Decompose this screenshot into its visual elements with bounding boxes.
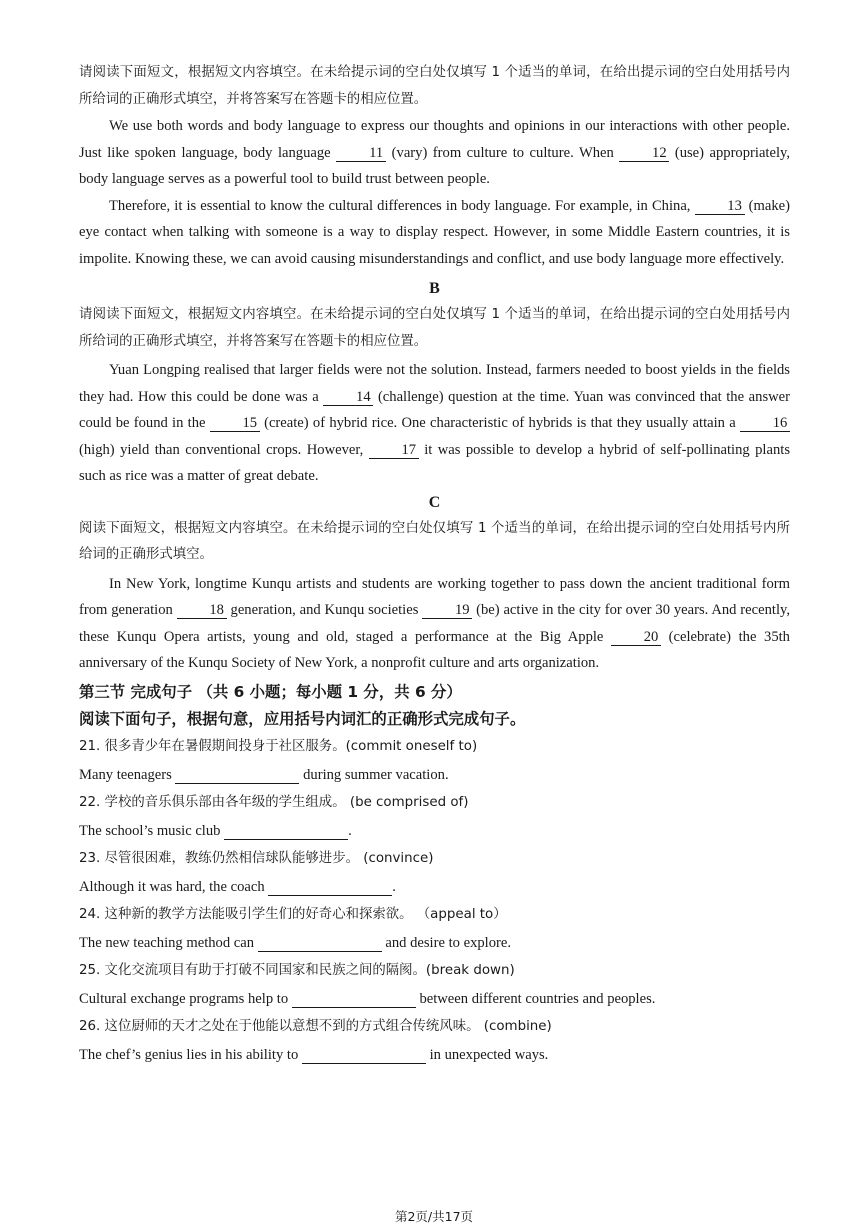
answer-suffix: and desire to explore. (385, 934, 511, 951)
answer-prefix: The school’s music club (79, 822, 221, 839)
text: (vary) from culture to culture. When (391, 144, 614, 161)
blank-14[interactable]: 14 (323, 389, 373, 406)
blank-12[interactable]: 12 (619, 145, 669, 162)
section-3-title: 第三节 完成句子 （共 6 小题；每小题 1 分，共 6 分） (79, 682, 462, 701)
answer-blank-22[interactable] (224, 823, 348, 840)
question-prompt: 26. 这位厨师的天才之处在于他能以意想不到的方式组合传统风味。 (combine) (79, 1018, 552, 1034)
section-a-paragraph-1 (79, 113, 790, 193)
answer-line (79, 929, 790, 957)
text: We use both words and body language to express our thoughts and opinions in our interactions with other people. Just like spoken language, body language (79, 118, 790, 161)
text: (make) eye contact when talking with someone is a way to display respect. However, in some Middle Eastern countries, it is impolite. Knowing these, we can avoid causing misunderstandings and conflict, and use body language more effectively. (79, 197, 790, 267)
answer-line (79, 873, 790, 901)
blank-17[interactable]: 17 (369, 442, 419, 459)
blank-19[interactable]: 19 (422, 602, 472, 619)
section-c-paragraph (79, 571, 790, 677)
text: (celebrate) the 35th anniversary of the Kunqu Society of New York, a nonprofit culture and arts organization. (79, 628, 790, 671)
answer-prefix: Many teenagers (79, 766, 172, 783)
text: (challenge) question at the time. Yuan was convinced that the answer could be found in the (79, 388, 790, 431)
question-prompt: 24. 这种新的教学方法能吸引学生们的好奇心和探索欲。 （appeal to） (79, 906, 507, 922)
text: Yuan Longping realised that larger fields were not the solution. Instead, farmers needed to boost yields in the fields they had. How this could be done was a (79, 362, 790, 405)
question-prompt: 21. 很多青少年在暑假期间投身于社区服务。(commit oneself to) (79, 738, 478, 754)
answer-suffix: . (392, 878, 396, 895)
answer-line (79, 817, 790, 845)
answer-blank-24[interactable] (258, 935, 382, 952)
answer-suffix: in unexpected ways. (429, 1046, 549, 1063)
answer-blank-23[interactable] (268, 879, 392, 896)
section-b-instruction: 请阅读下面短文，根据短文内容填空。在未给提示词的空白处仅填写 1 个适当的单词，在给出提示词的空白处用括号内所给词的正确形式填空，并将答案写在答题卡的相应位置。 (79, 307, 790, 349)
text: (high) yield than conventional crops. However, (79, 441, 364, 458)
answer-line (79, 761, 790, 789)
answer-suffix: during summer vacation. (303, 766, 449, 783)
answer-prefix: Although it was hard, the coach (79, 878, 265, 895)
answer-prefix: The chef’s genius lies in his ability to (79, 1046, 299, 1063)
section-b-paragraph (79, 357, 790, 490)
text: (use) appropriately, body language serves as a powerful tool to build trust between people. (79, 144, 791, 187)
blank-15[interactable]: 15 (210, 415, 260, 432)
section-a-paragraph-2 (79, 193, 790, 273)
text: (be) active in the city for over 30 years. And recently, these Kunqu Opera artists, young and old, staged a performance at the Big Apple (79, 602, 790, 645)
text: generation, and Kunqu societies (230, 602, 419, 618)
blank-11[interactable]: 11 (336, 145, 386, 162)
question-prompt: 23. 尽管很困难，教练仍然相信球队能够进步。 (convince) (79, 850, 434, 866)
question-prompt: 25. 文化交流项目有助于打破不同国家和民族之间的隔阂。(break down) (79, 962, 515, 978)
answer-suffix: between different countries and peoples. (419, 990, 656, 1007)
text: In New York, longtime Kunqu artists and students are working together to pass down the ancient traditional form from generation (79, 575, 790, 618)
answer-blank-21[interactable] (175, 767, 299, 784)
answer-prefix: The new teaching method can (79, 934, 255, 951)
text: it was possible to develop a hybrid of self-pollinating plants such as rice was a matter of great debate. (79, 441, 790, 484)
text: Therefore, it is essential to know the cultural differences in body language. For example, in China, (109, 197, 691, 214)
section-c-instruction: 阅读下面短文，根据短文内容填空。在未给提示词的空白处仅填写 1 个适当的单词，在给出提示词的空白处用括号内所给词的正确形式填空。 (79, 520, 790, 562)
answer-blank-25[interactable] (292, 991, 416, 1008)
section-b-heading: B (429, 280, 440, 297)
answer-prefix: Cultural exchange programs help to (79, 990, 289, 1007)
question-prompt: 22. 学校的音乐俱乐部由各年级的学生组成。 (be comprised of) (79, 794, 469, 810)
answer-line (79, 985, 790, 1013)
answer-suffix: . (348, 822, 352, 839)
section-a-instruction: 请阅读下面短文，根据短文内容填空。在未给提示词的空白处仅填写 1 个适当的单词，在给出提示词的空白处用括号内所给词的正确形式填空，并将答案写在答题卡的相应位置。 (79, 65, 790, 107)
answer-blank-26[interactable] (302, 1047, 426, 1064)
blank-16[interactable]: 16 (740, 415, 790, 432)
page-number: 第2页/共17页 (394, 1209, 474, 1224)
page-content (79, 60, 790, 1069)
text: (create) of hybrid rice. One characteristic of hybrids is that they usually attain a (264, 415, 736, 431)
blank-13[interactable]: 13 (695, 198, 745, 215)
answer-line (79, 1041, 790, 1069)
blank-18[interactable]: 18 (177, 602, 227, 619)
question-list (79, 733, 790, 1069)
section-3-instruction: 阅读下面句子，根据句意，应用括号内词汇的正确形式完成句子。 (79, 709, 526, 728)
section-c-heading: C (428, 493, 441, 511)
blank-20[interactable]: 20 (611, 629, 661, 646)
